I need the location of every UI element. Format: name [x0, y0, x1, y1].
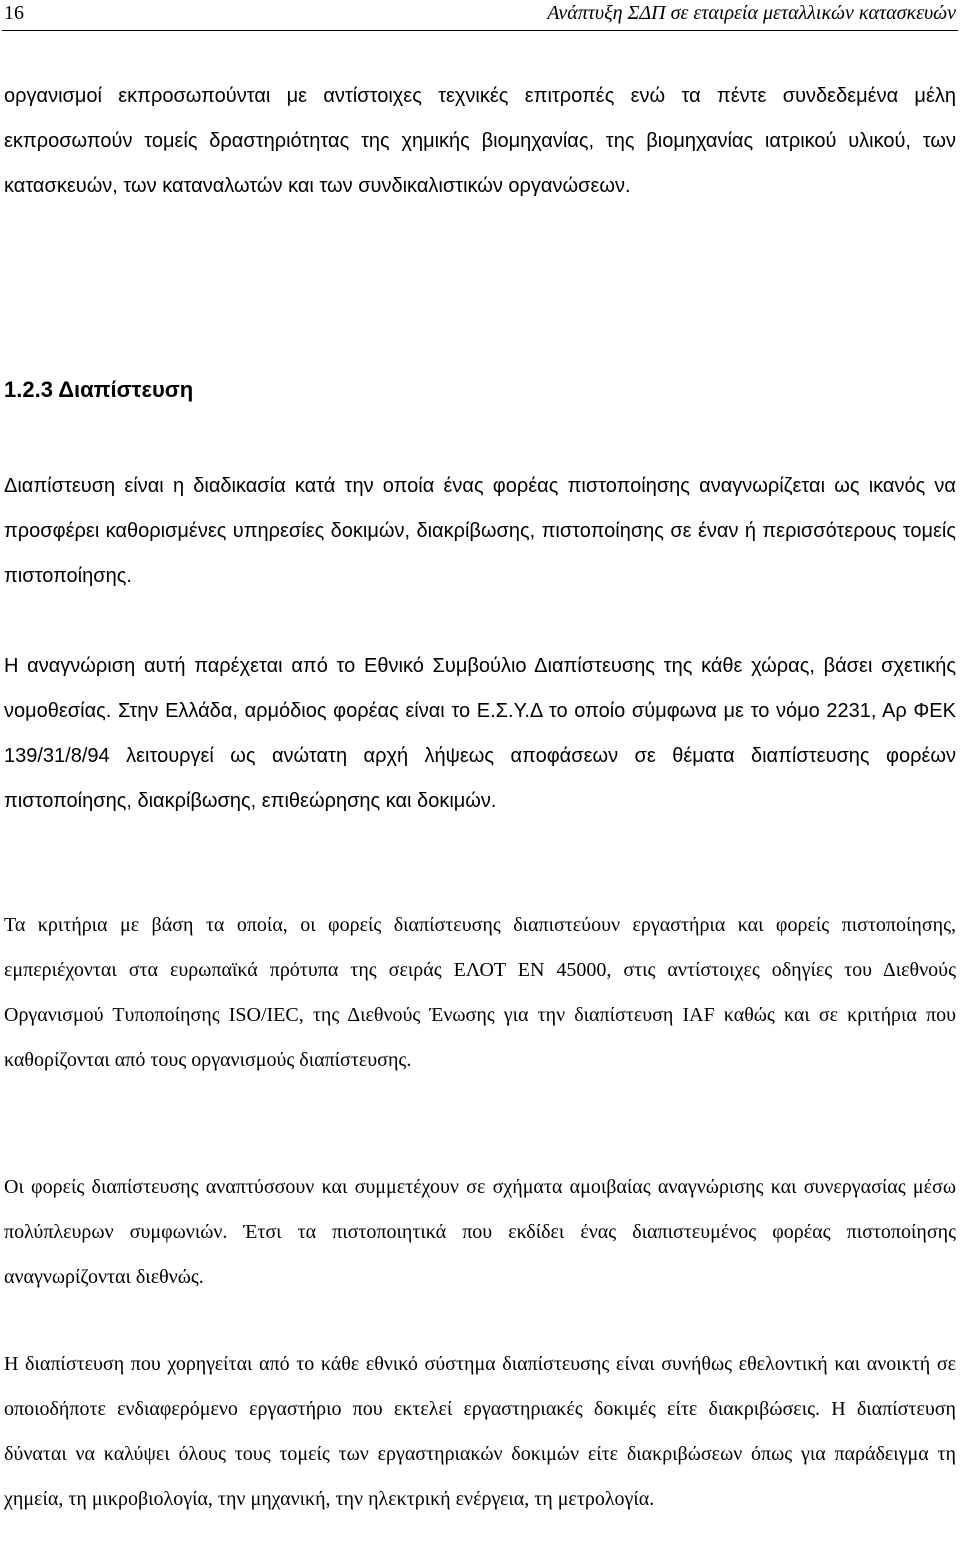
section-heading: 1.2.3 Διαπίστευση: [4, 377, 194, 402]
paragraph-organisations: οργανισμοί εκπροσωπούνται με αντίστοιχες τεχνικές επιτροπές ενώ τα πέντε συνδεδεμένα μέλη εκπροσωπούν τομείς δραστηριότητας της χημικής βιομηχανίας, της βιομηχανίας ιατρικού υλικού, των κατασκευών, των καταναλωτών και των συνδικαλιστικών οργανώσεων.: [4, 85, 956, 197]
paragraph-recognition: Η αναγνώριση αυτή παρέχεται από το Εθνικό Συμβούλιο Διαπίστευσης της κάθε χώρας, βάσει σχετικής νομοθεσίας. Στην Ελλάδα, αρμόδιος φορέας είναι το Ε.Σ.Υ.Δ το οποίο σύμφωνα με το νόμο 2231, Αρ ΦΕΚ 139/31/8/94 λειτουργεί ως ανώτατη αρχή λήψεως αποφάσεων σε θέματα διαπίστευσης φορέων πιστοποίησης, διακρίβωσης, επιθεώρησης και δοκιμών.: [4, 655, 956, 812]
paragraph-definition: Διαπίστευση είναι η διαδικασία κατά την οποία ένας φορέας πιστοποίησης αναγνωρίζεται ως ικανός να προσφέρει καθορισμένες υπηρεσίες δοκιμών, διακρίβωσης, πιστοποίησης σε έναν ή περισσότερους τομείς πιστοποίησης.: [4, 475, 956, 587]
header-rule: [2, 30, 958, 31]
running-title: Ανάπτυξη ΣΔΠ σε εταιρεία μεταλλικών κατασκευών: [547, 2, 956, 24]
page-number: 16: [4, 2, 24, 24]
paragraph-mutual-recognition: Οι φορείς διαπίστευσης αναπτύσσουν και συμμετέχουν σε σχήματα αμοιβαίας αναγνώρισης και συνεργασίας μέσω πολύπλευρων συμφωνιών. Έτσι τα πιστοποιητικά που εκδίδει ένας διαπιστευμένος φορέας πιστοποίησης αναγνωρίζονται διεθνώς.: [4, 1176, 956, 1288]
running-header: [0, 0, 960, 30]
paragraph-criteria: Τα κριτήρια με βάση τα οποία, οι φορείς διαπίστευσης διαπιστεύουν εργαστήρια και φορείς πιστοποίησης, εμπεριέχονται στα ευρωπαϊκά πρότυπα της σειράς ΕΛΟΤ ΕΝ 45000, στις αντίστοιχες οδηγίες του Διεθνούς Οργανισμού Τυποποίησης ISO/IEC, της Διεθνούς Ένωσης για την διαπίστευση IAF καθώς και σε κριτήρια που καθορίζονται από τους οργανισμούς διαπίστευσης.: [4, 914, 956, 1071]
paragraph-scope: Η διαπίστευση που χορηγείται από το κάθε εθνικό σύστημα διαπίστευσης είναι συνήθως εθελοντική και ανοικτή σε οποιοδήποτε ενδιαφερόμενο εργαστήριο που εκτελεί εργαστηριακές δοκιμές είτε διακριβώσεις. Η διαπίστευση δύναται να καλύψει όλους τους τομείς των εργαστηριακών δοκιμών είτε διακριβώσεων όπως για παράδειγμα τη χημεία, τη μικροβιολογία, την μηχανική, την ηλεκτρική ενέργεια, τη μετρολογία.: [4, 1353, 956, 1510]
